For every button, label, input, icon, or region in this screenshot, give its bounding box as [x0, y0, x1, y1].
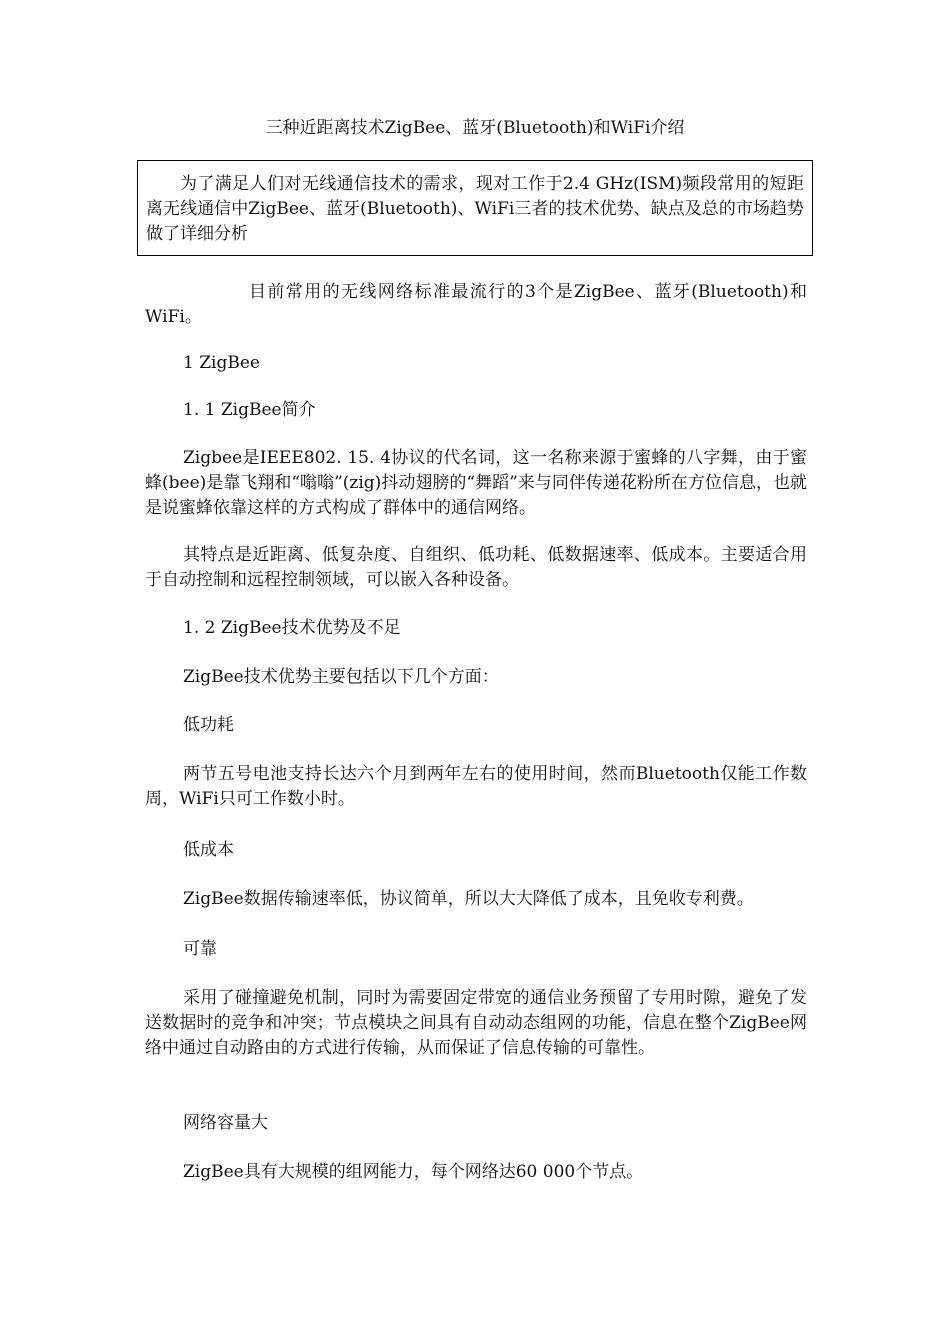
zigbee-features-paragraph: 其特点是近距离、低复杂度、自组织、低功耗、低数据速率、低成本。主要适合用于自动控制和远程控制领域，可以嵌入各种设备。 — [145, 545, 807, 590]
zigbee-origin-paragraph: Zigbee是IEEE802. 15. 4协议的代名词，这一名称来源于蜜蜂的八字舞，由于蜜蜂(bee)是靠飞翔和“嗡嗡”(zig)抖动翅膀的“舞蹈”来与同伴传递花粉所在方位信息，也就是说蜜蜂依靠这样的方式构成了群体中的通信网络。 — [145, 448, 807, 518]
intro-paragraph: 目前常用的无线网络标准最流行的3个是ZigBee、蓝牙(Bluetooth)和WiFi。 — [145, 282, 807, 327]
heading-network-capacity: 网络容量大 — [183, 1113, 268, 1133]
subsection-heading-advantages: 1. 2 ZigBee技术优势及不足 — [183, 618, 401, 638]
subsection-heading-intro: 1. 1 ZigBee简介 — [183, 400, 316, 420]
section-heading-zigbee: 1 ZigBee — [183, 353, 260, 373]
reliable-paragraph: 采用了碰撞避免机制，同时为需要固定带宽的通信业务预留了专用时隙，避免了发送数据时的竞争和冲突；节点模块之间具有自动动态组网的功能，信息在整个ZigBee网络中通过自动路由的方式进行传输，从而保证了信息传输的可靠性。 — [145, 988, 807, 1058]
heading-low-power: 低功耗 — [183, 715, 234, 735]
low-power-paragraph: 两节五号电池支持长达六个月到两年左右的使用时间，然而Bluetooth仅能工作数周，WiFi只可工作数小时。 — [145, 764, 807, 809]
heading-reliable: 可靠 — [183, 939, 217, 959]
network-capacity-paragraph: ZigBee具有大规模的组网能力，每个网络达60 000个节点。 — [183, 1162, 644, 1182]
heading-low-cost: 低成本 — [183, 840, 234, 860]
low-cost-paragraph: ZigBee数据传输速率低，协议简单，所以大大降低了成本，且免收专利费。 — [183, 889, 754, 909]
advantages-intro: ZigBee技术优势主要包括以下几个方面： — [183, 667, 499, 687]
document-title: 三种近距离技术ZigBee、蓝牙(Bluetooth)和WiFi介绍 — [265, 118, 685, 138]
abstract-box: 为了满足人们对无线通信技术的需求，现对工作于2.4 GHz(ISM)频段常用的短距离无线通信中ZigBee、蓝牙(Bluetooth)、WiFi三者的技术优势、缺点及总的市场趋势做了详细分析 — [137, 160, 813, 256]
